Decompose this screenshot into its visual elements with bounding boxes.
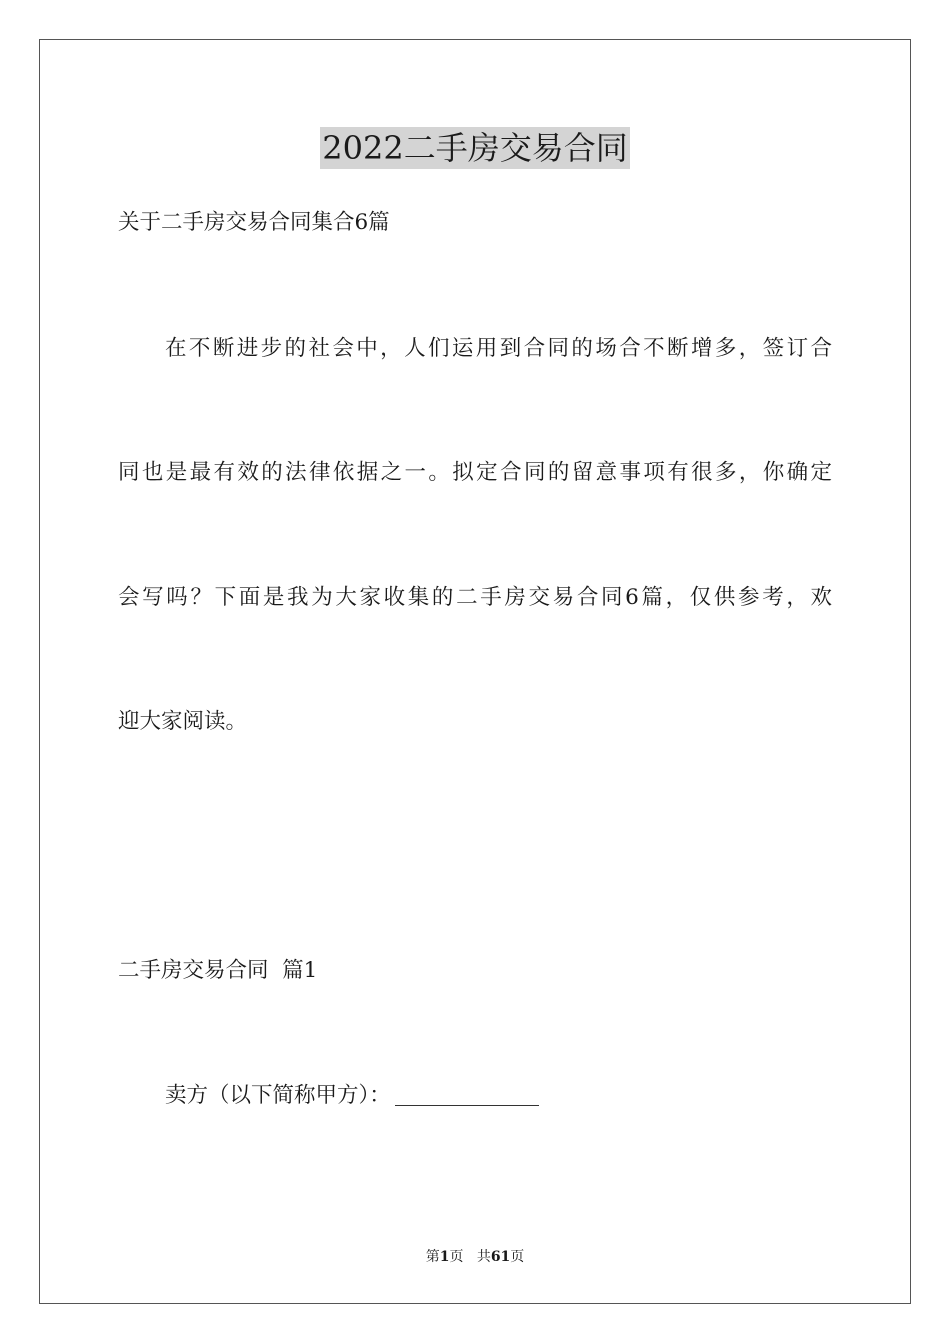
seller-line [165, 1081, 539, 1111]
page-prefix: 第 [425, 1249, 440, 1265]
page-footer [0, 1248, 950, 1266]
total-pages: 61 [490, 1249, 511, 1265]
intro-line-2: 同也是最有效的法律依据之一。拟定合同的留意事项有很多，你确定 [118, 460, 832, 485]
title-container [0, 127, 950, 169]
intro-line-3: 会写吗？下面是我为大家收集的二手房交易合同6篇，仅供参考，欢 [118, 585, 832, 610]
document-subtitle: 关于二手房交易合同集合6篇 [118, 210, 390, 235]
section-heading: 二手房交易合同 篇1 [118, 958, 318, 983]
document-title: 2022二手房交易合同 [322, 129, 628, 167]
total-prefix: 共 [476, 1249, 491, 1265]
intro-line-1: 在不断进步的社会中，人们运用到合同的场合不断增多，签订合 [165, 336, 832, 361]
intro-line-4: 迎大家阅读。 [118, 709, 248, 734]
seller-blank-field [395, 1105, 539, 1106]
page-suffix: 页 [449, 1249, 464, 1265]
page-number: 1 [439, 1249, 450, 1265]
total-suffix: 页 [510, 1249, 525, 1265]
seller-label: 卖方（以下简称甲方）： [165, 1083, 391, 1108]
